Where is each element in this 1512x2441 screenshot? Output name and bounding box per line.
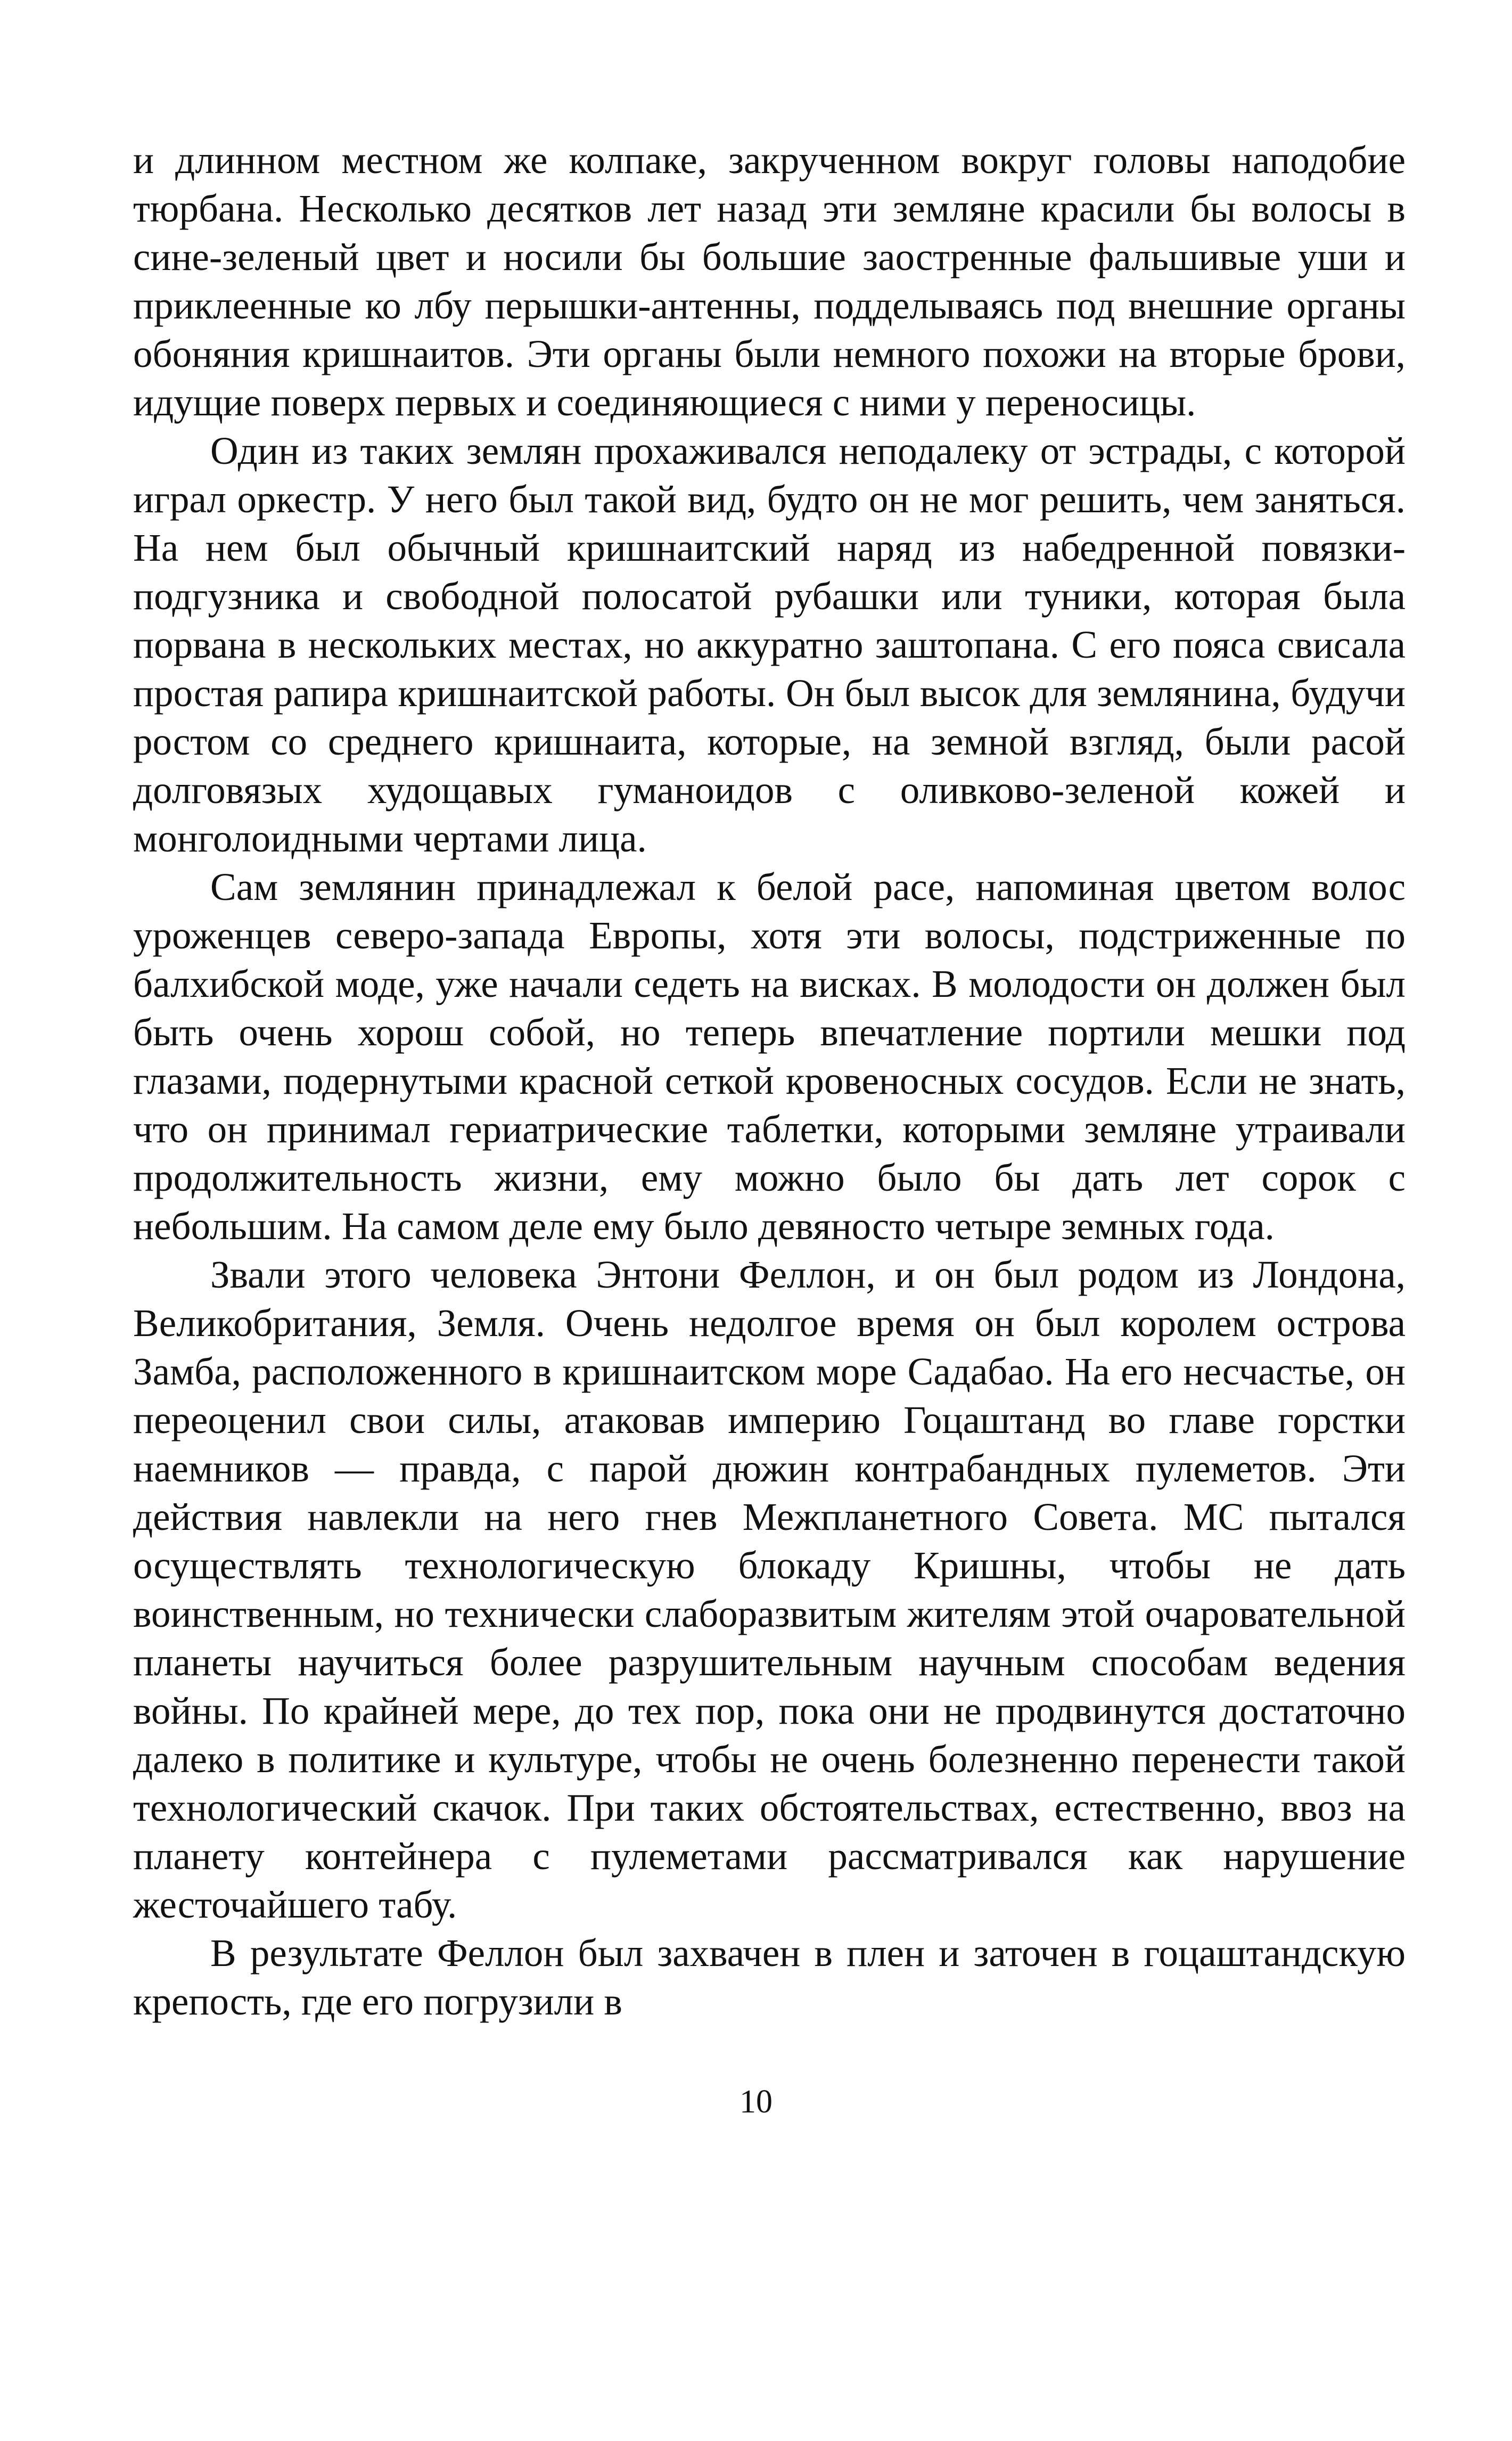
paragraph-1: и длинном местном же колпаке, закрученном вокруг головы наподобие тюрбана. Несколько десятков лет назад эти земляне красили бы волосы в сине-зеленый цвет и носили бы большие заостренные фальшивые уши и приклеенные ко лбу перышки-антенны, подделываясь под внешние органы обоняния кришнаитов. Эти органы были немного похожи на вторые брови, идущие поверх первых и соединяющиеся с ними у переносицы. [133, 138, 1406, 424]
paragraph-5: В результате Феллон был захвачен в плен и заточен в гоцаштандскую крепость, где его погрузили в [133, 1931, 1406, 2023]
paragraph-4: Звали этого человека Энтони Феллон, и он был родом из Лондона, Великобритания, Земля. Очень недолгое время он был королем острова Замба, расположенного в кришнаитском море Садабао. На его несчастье, он переоценил свои силы, атаковав империю Гоцаштанд во главе горстки наемников — правда, с парой дюжин контрабандных пулеметов. Эти действия навлекли на него гнев Межпланетного Совета. МС пытался осуществлять технологическую блокаду Кришны, чтобы не дать воинственным, но технически слаборазвитым жителям этой очаровательной планеты научиться более разрушительным научным способам ведения войны. По крайней мере, до тех пор, пока они не продвинутся достаточно далеко в политике и культуре, чтобы не очень болезненно перенести такой технологический скачок. При таких обстоятельствах, естественно, ввоз на планету контейнера с пулеметами рассматривался как нарушение жесточайшего табу. [133, 1253, 1406, 1926]
paragraph-2: Один из таких землян прохаживался неподалеку от эстрады, с которой играл оркестр. У него был такой вид, будто он не мог решить, чем заняться. На нем был обычный кришнаитский наряд из набедренной повязки-подгузника и свободной полосатой рубашки или туники, которая была порвана в нескольких местах, но аккуратно заштопана. С его пояса свисала простая рапира кришнаитской работы. Он был высок для землянина, будучи ростом со среднего кришнаита, которые, на земной взгляд, были расой долговязых худощавых гуманоидов с оливково-зеленой кожей и монголоидными чертами лица. [133, 429, 1406, 860]
page-body [133, 136, 1406, 2026]
page-number: 10 [739, 2084, 773, 2120]
paragraph-3: Сам землянин принадлежал к белой расе, напоминая цветом волос уроженцев северо-запада Европы, хотя эти волосы, подстриженные по балхибской моде, уже начали седеть на висках. В молодости он должен был быть очень хорош собой, но теперь впечатление портили мешки под глазами, подернутыми красной сеткой кровеносных сосудов. Если не знать, что он принимал гериатрические таблетки, которыми земляне утраивали продолжительность жизни, ему можно было бы дать лет сорок с небольшим. На самом деле ему было девяносто четыре земных года. [133, 865, 1406, 1248]
